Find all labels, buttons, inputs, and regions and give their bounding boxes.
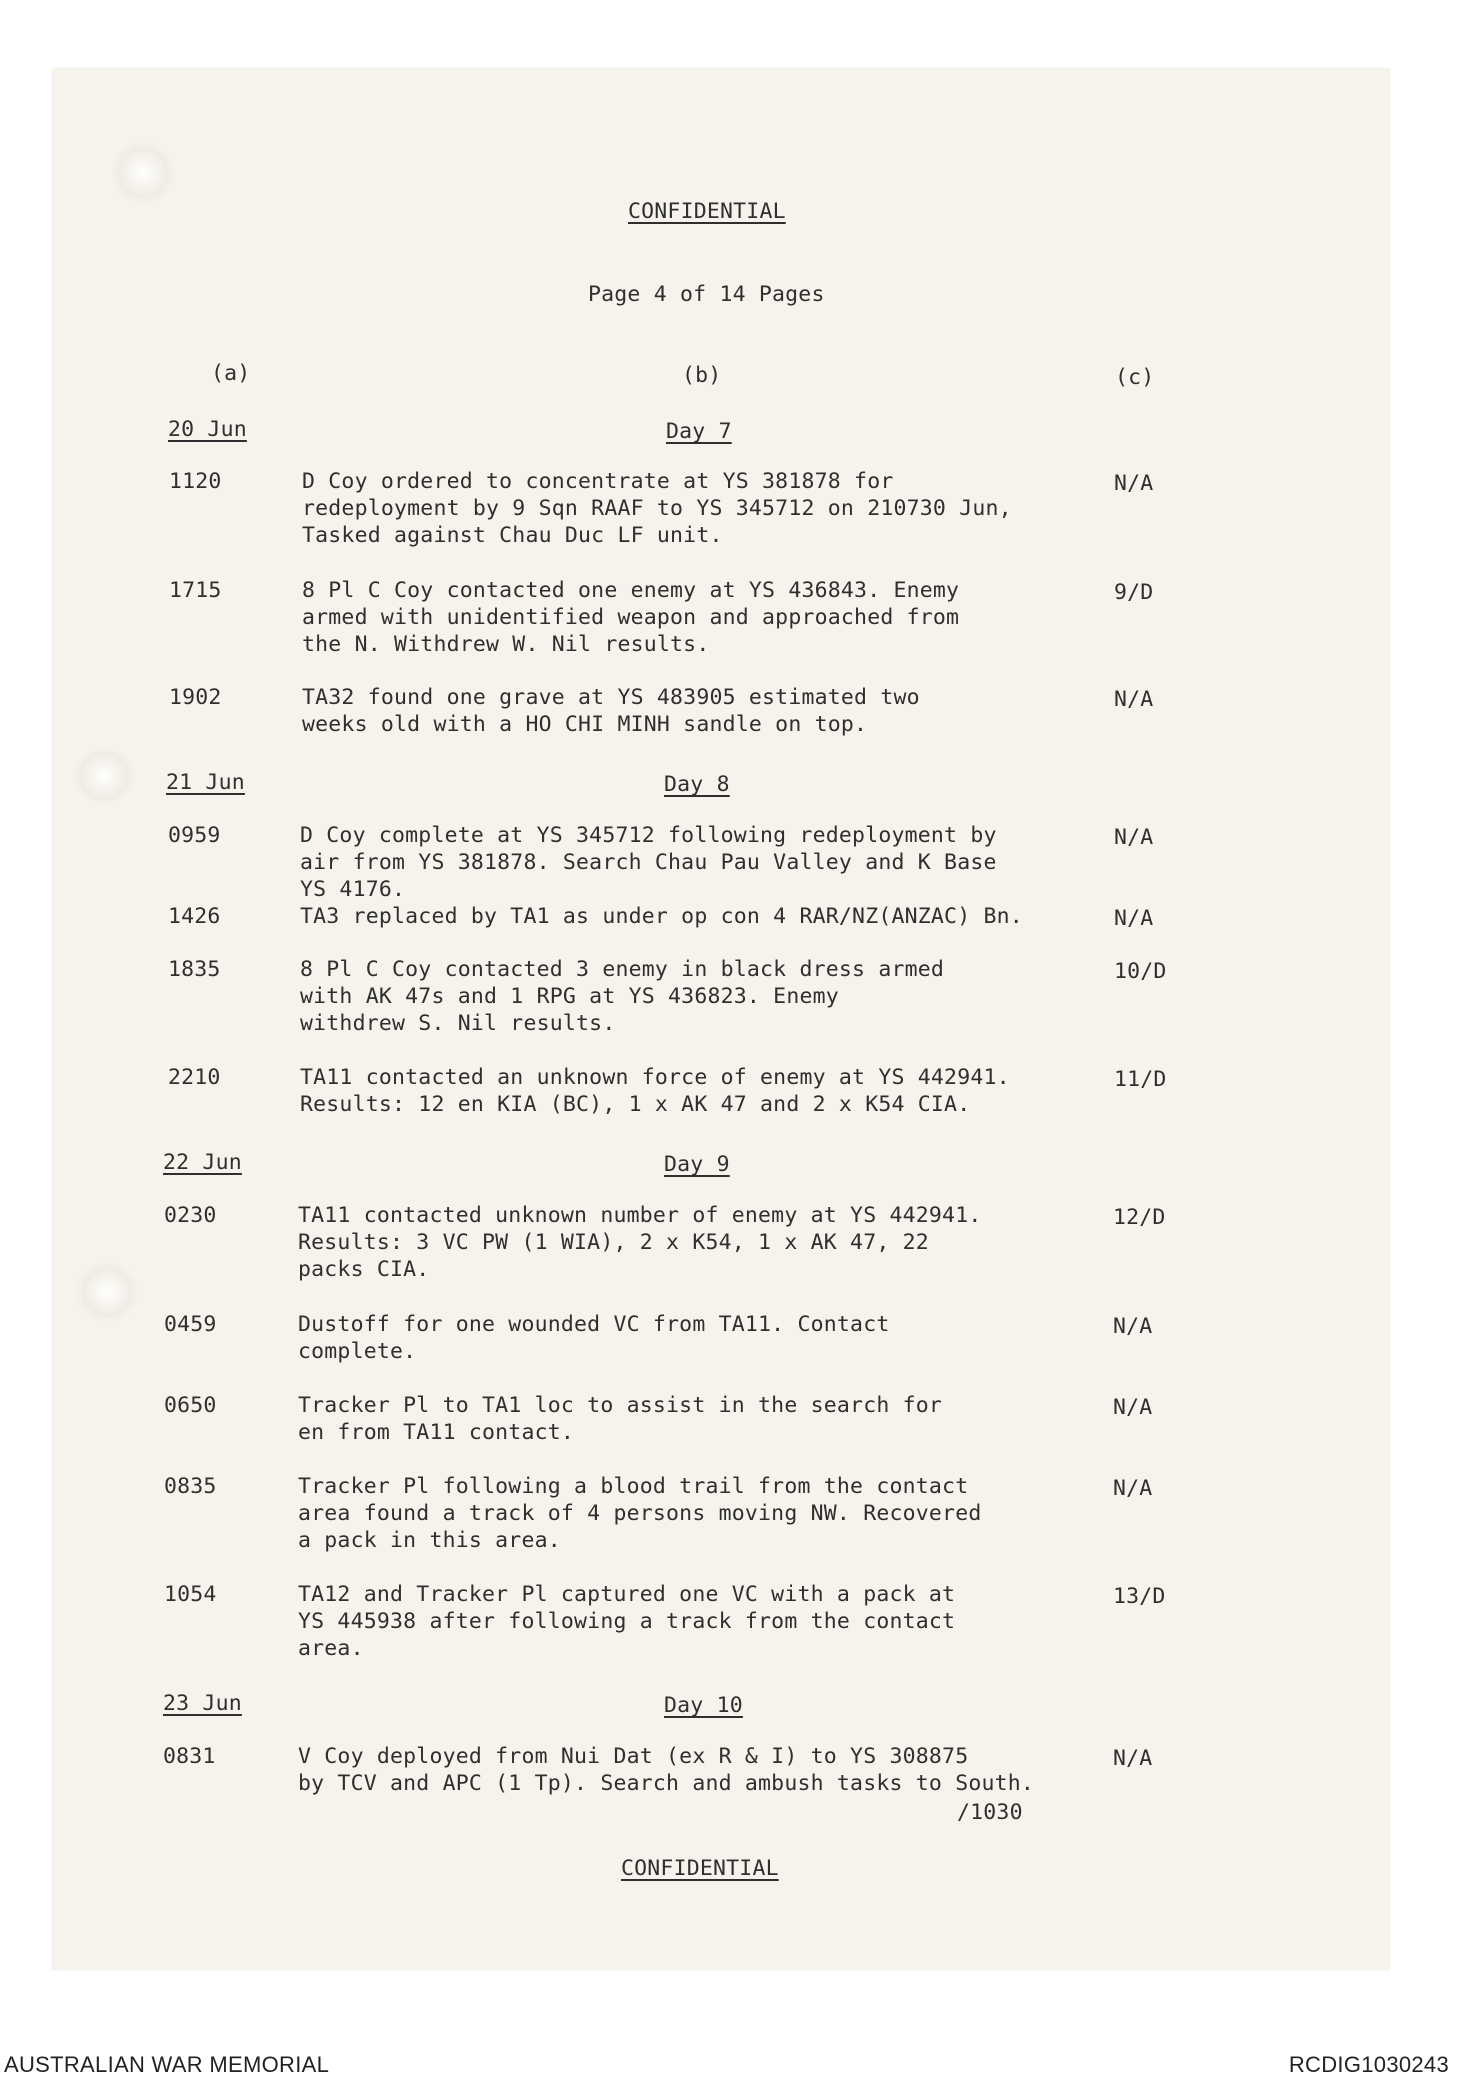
- entry-text-line: TA11 contacted unknown number of enemy at YS 442941.: [298, 1203, 982, 1228]
- entry-text-line: armed with unidentified weapon and approached from: [302, 605, 960, 630]
- entry-reference: 12/D: [1113, 1205, 1166, 1230]
- section-day: Day 8: [664, 772, 730, 797]
- entry-text-line: 8 Pl C Coy contacted one enemy at YS 436843. Enemy: [302, 578, 960, 603]
- entry-time: 0230: [164, 1203, 217, 1228]
- archive-reference: RCDIG1030243: [1288, 2052, 1449, 2077]
- entry-text-line: packs CIA.: [298, 1257, 430, 1282]
- entry-text-line: redeployment by 9 Sqn RAAF to YS 345712 on 210730 Jun,: [302, 496, 1012, 521]
- section-date: 22 Jun: [163, 1150, 242, 1175]
- entry-text-line: TA12 and Tracker Pl captured one VC with a pack at: [298, 1582, 956, 1607]
- entry-time: 1835: [168, 957, 221, 982]
- entry-text-line: TA3 replaced by TA1 as under op con 4 RAR/NZ(ANZAC) Bn.: [300, 904, 1023, 929]
- entry-text-line: with AK 47s and 1 RPG at YS 436823. Enemy: [300, 984, 839, 1009]
- entry-time: 0459: [164, 1312, 217, 1337]
- header-classification: CONFIDENTIAL: [628, 199, 786, 224]
- entry-time: 0959: [168, 823, 221, 848]
- entry-text-line: D Coy complete at YS 345712 following redeployment by: [300, 823, 997, 848]
- entry-time: 2210: [168, 1065, 221, 1090]
- entry-reference: N/A: [1113, 1476, 1153, 1501]
- entry-reference: N/A: [1114, 825, 1154, 850]
- paper-blemish: [112, 142, 174, 204]
- entry-reference: N/A: [1113, 1314, 1153, 1339]
- continuation-marker: /1030: [957, 1800, 1023, 1825]
- entry-text-line: Dustoff for one wounded VC from TA11. Contact: [298, 1312, 890, 1337]
- entry-reference: 11/D: [1114, 1067, 1167, 1092]
- entry-reference: N/A: [1114, 471, 1154, 496]
- entry-time: 1120: [169, 469, 222, 494]
- section-day: Day 10: [664, 1693, 743, 1718]
- entry-text-line: a pack in this area.: [298, 1528, 561, 1553]
- entry-reference: N/A: [1114, 906, 1154, 931]
- entry-reference: 9/D: [1114, 580, 1154, 605]
- entry-text-line: Results: 3 VC PW (1 WIA), 2 x K54, 1 x AK 47, 22: [298, 1230, 929, 1255]
- entry-text-line: by TCV and APC (1 Tp). Search and ambush tasks to South.: [298, 1771, 1035, 1796]
- entry-time: 1054: [164, 1582, 217, 1607]
- entry-text-line: area found a track of 4 persons moving NW. Recovered: [298, 1501, 982, 1526]
- entry-text-line: V Coy deployed from Nui Dat (ex R & I) to YS 308875: [298, 1744, 969, 1769]
- section-date: 21 Jun: [166, 770, 245, 795]
- entry-text-line: en from TA11 contact.: [298, 1420, 575, 1445]
- column-header-c: (c): [1115, 365, 1155, 390]
- footer-classification: CONFIDENTIAL: [621, 1856, 779, 1881]
- entry-text-line: Tracker Pl following a blood trail from the contact: [298, 1474, 969, 1499]
- column-header-b: (b): [682, 363, 722, 388]
- entry-text-line: 8 Pl C Coy contacted 3 enemy in black dress armed: [300, 957, 945, 982]
- entry-time: 1426: [168, 904, 221, 929]
- entry-text-line: air from YS 381878. Search Chau Pau Valley and K Base: [300, 850, 997, 875]
- entry-reference: N/A: [1114, 687, 1154, 712]
- entry-time: 0835: [164, 1474, 217, 1499]
- entry-text-line: withdrew S. Nil results.: [300, 1011, 616, 1036]
- page-info: Page 4 of 14 Pages: [588, 282, 825, 307]
- paper-blemish: [76, 1263, 138, 1321]
- section-date: 20 Jun: [168, 417, 247, 442]
- entry-text-line: TA11 contacted an unknown force of enemy at YS 442941.: [300, 1065, 1010, 1090]
- entry-text-line: complete.: [298, 1339, 417, 1364]
- entry-reference: N/A: [1113, 1395, 1153, 1420]
- archive-credit: AUSTRALIAN WAR MEMORIAL: [4, 2052, 330, 2077]
- entry-reference: 13/D: [1113, 1584, 1166, 1609]
- entry-time: 1902: [169, 685, 222, 710]
- entry-text-line: Results: 12 en KIA (BC), 1 x AK 47 and 2 x K54 CIA.: [300, 1092, 971, 1117]
- entry-time: 0650: [164, 1393, 217, 1418]
- entry-text-line: Tracker Pl to TA1 loc to assist in the search for: [298, 1393, 943, 1418]
- entry-text-line: Tasked against Chau Duc LF unit.: [302, 523, 723, 548]
- entry-text-line: D Coy ordered to concentrate at YS 381878 for: [302, 469, 894, 494]
- entry-time: 1715: [169, 578, 222, 603]
- entry-text-line: area.: [298, 1636, 364, 1661]
- paper-blemish: [74, 748, 134, 804]
- column-header-a: (a): [211, 361, 251, 386]
- entry-text-line: TA32 found one grave at YS 483905 estimated two: [302, 685, 920, 710]
- entry-reference: 10/D: [1114, 959, 1167, 984]
- entry-reference: N/A: [1113, 1746, 1153, 1771]
- section-day: Day 9: [664, 1152, 730, 1177]
- entry-time: 0831: [163, 1744, 216, 1769]
- section-date: 23 Jun: [163, 1691, 242, 1716]
- document-page: [52, 68, 1390, 1970]
- entry-text-line: YS 4176.: [300, 877, 406, 902]
- entry-text-line: YS 445938 after following a track from the contact: [298, 1609, 956, 1634]
- section-day: Day 7: [666, 419, 732, 444]
- entry-text-line: weeks old with a HO CHI MINH sandle on top.: [302, 712, 868, 737]
- entry-text-line: the N. Withdrew W. Nil results.: [302, 632, 710, 657]
